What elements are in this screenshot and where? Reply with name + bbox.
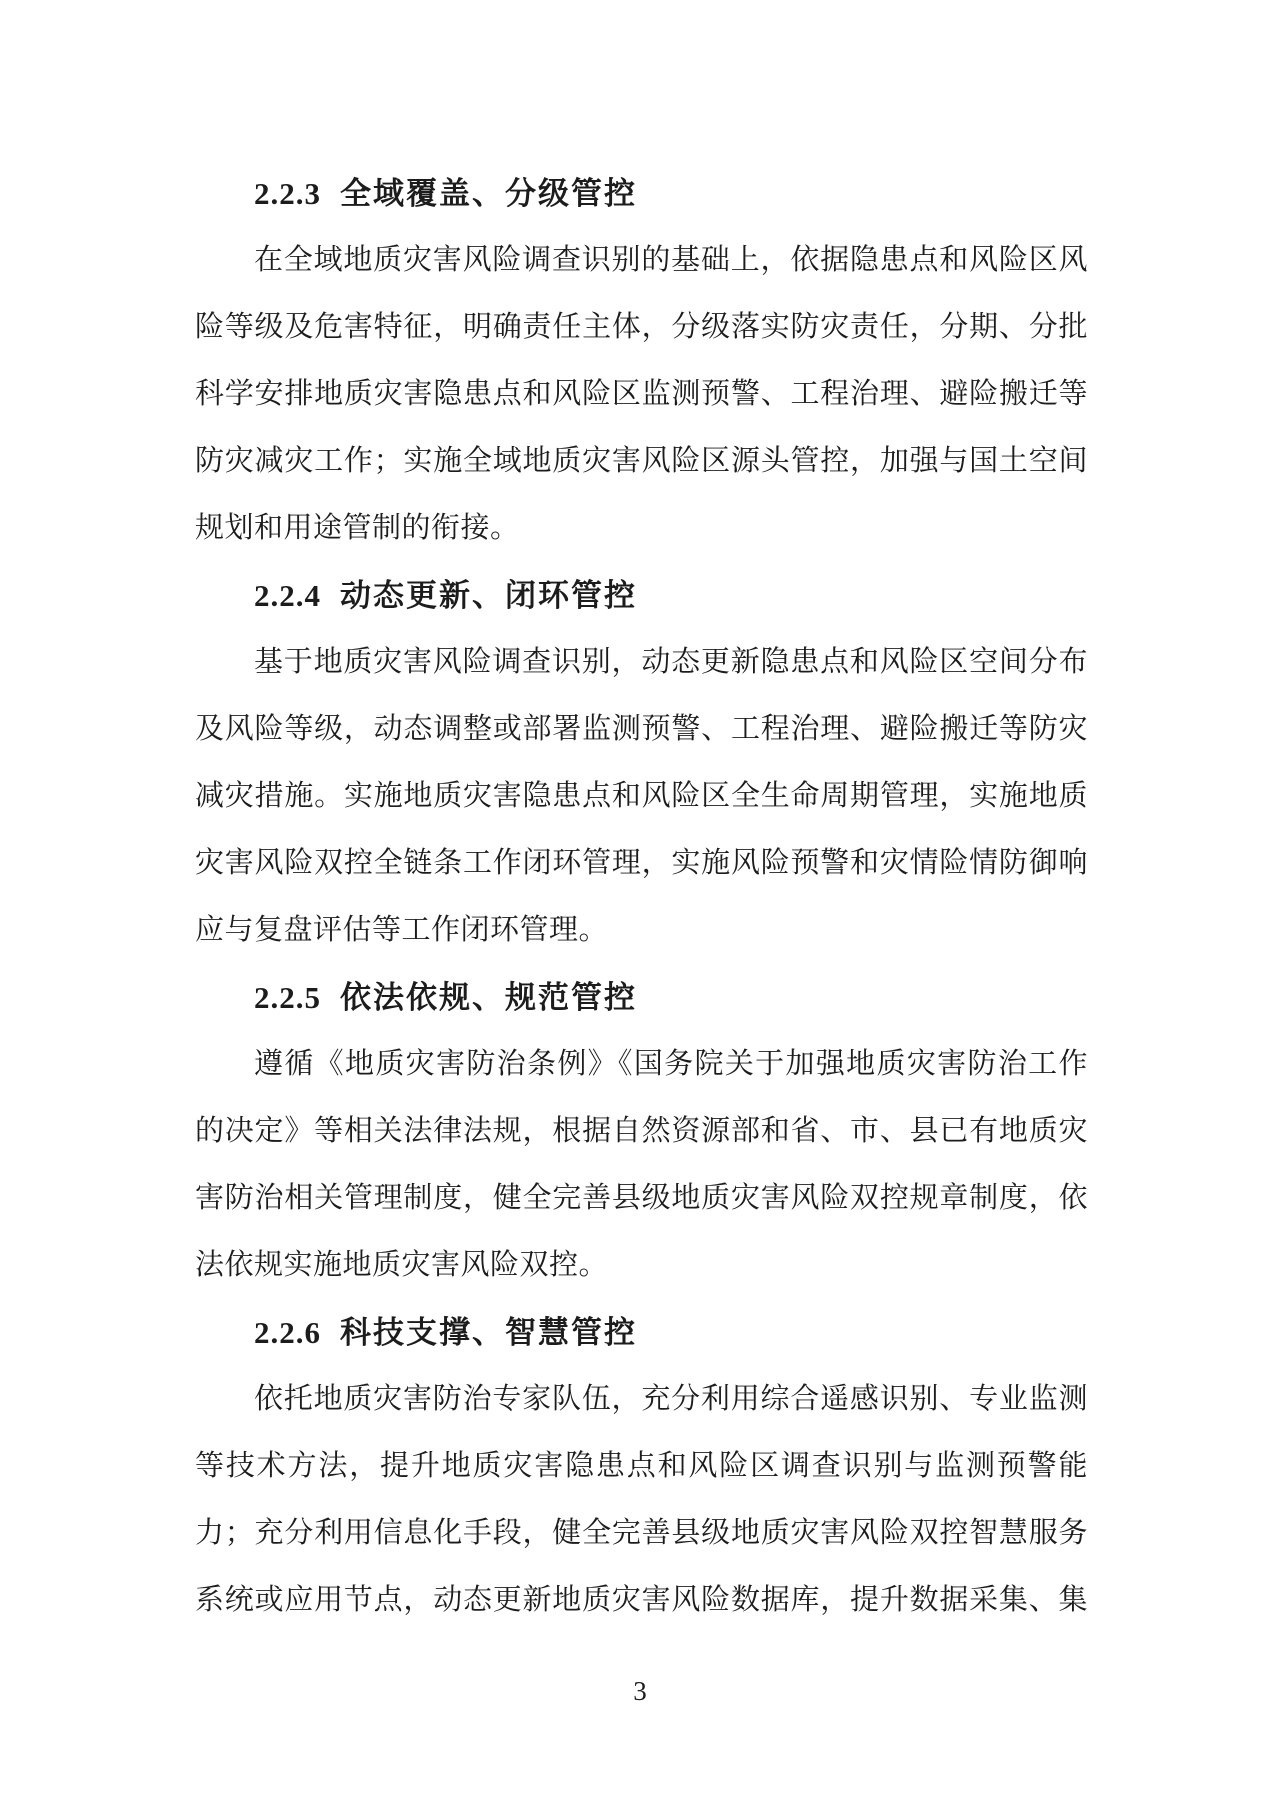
paragraph-line: 基于地质灾害风险调查识别，动态更新隐患点和风险区空间分布 bbox=[254, 646, 1088, 678]
section-title: 依法依规、规范管控 bbox=[340, 980, 637, 1015]
paragraph-line: 防灾减灾工作；实施全域地质灾害风险区源头管控，加强与国土空间 bbox=[195, 445, 1088, 477]
section-number: 2.2.4 bbox=[254, 578, 321, 613]
paragraph-line: 及风险等级，动态调整或部署监测预警、工程治理、避险搬迁等防灾 bbox=[195, 713, 1088, 745]
paragraph-line: 的决定》等相关法律法规，根据自然资源部和省、市、县已有地质灾 bbox=[195, 1115, 1088, 1147]
section-number: 2.2.5 bbox=[254, 980, 321, 1015]
paragraph-line: 遵循《地质灾害防治条例》《国务院关于加强地质灾害防治工作 bbox=[254, 1048, 1088, 1080]
section-title: 科技支撑、智慧管控 bbox=[340, 1315, 637, 1350]
paragraph-line: 依托地质灾害防治专家队伍，充分利用综合遥感识别、专业监测 bbox=[254, 1383, 1088, 1415]
section-heading-225 bbox=[195, 964, 1088, 1031]
paragraph-line: 害防治相关管理制度，健全完善县级地质灾害风险双控规章制度，依 bbox=[195, 1182, 1088, 1214]
section-number: 2.2.6 bbox=[254, 1315, 321, 1350]
paragraph-line: 力；充分利用信息化手段，健全完善县级地质灾害风险双控智慧服务 bbox=[195, 1517, 1088, 1549]
text-block bbox=[195, 160, 1088, 1634]
paragraph-line: 法依规实施地质灾害风险双控。 bbox=[195, 1249, 609, 1281]
paragraph-line: 减灾措施。实施地质灾害隐患点和风险区全生命周期管理，实施地质 bbox=[195, 780, 1088, 812]
paragraph-line: 灾害风险双控全链条工作闭环管理，实施风险预警和灾情险情防御响 bbox=[195, 847, 1088, 879]
section-heading-224 bbox=[195, 562, 1088, 629]
paragraph-line: 在全域地质灾害风险调查识别的基础上，依据隐患点和风险区风 bbox=[254, 244, 1088, 276]
page-number: 3 bbox=[633, 1676, 647, 1706]
section-heading-226 bbox=[195, 1299, 1088, 1366]
paragraph-line: 等技术方法，提升地质灾害隐患点和风险区调查识别与监测预警能 bbox=[195, 1450, 1088, 1482]
paragraph-line: 应与复盘评估等工作闭环管理。 bbox=[195, 914, 609, 946]
section-title: 动态更新、闭环管控 bbox=[340, 578, 637, 613]
paragraph-line: 规划和用途管制的衔接。 bbox=[195, 512, 520, 544]
paragraph-line: 科学安排地质灾害隐患点和风险区监测预警、工程治理、避险搬迁等 bbox=[195, 378, 1088, 410]
section-number: 2.2.3 bbox=[254, 176, 321, 211]
section-title: 全域覆盖、分级管控 bbox=[340, 176, 637, 211]
section-heading-223 bbox=[195, 160, 1088, 227]
paragraph-line: 系统或应用节点，动态更新地质灾害风险数据库，提升数据采集、集 bbox=[195, 1584, 1088, 1616]
paragraph-line: 险等级及危害特征，明确责任主体，分级落实防灾责任，分期、分批 bbox=[195, 311, 1088, 343]
